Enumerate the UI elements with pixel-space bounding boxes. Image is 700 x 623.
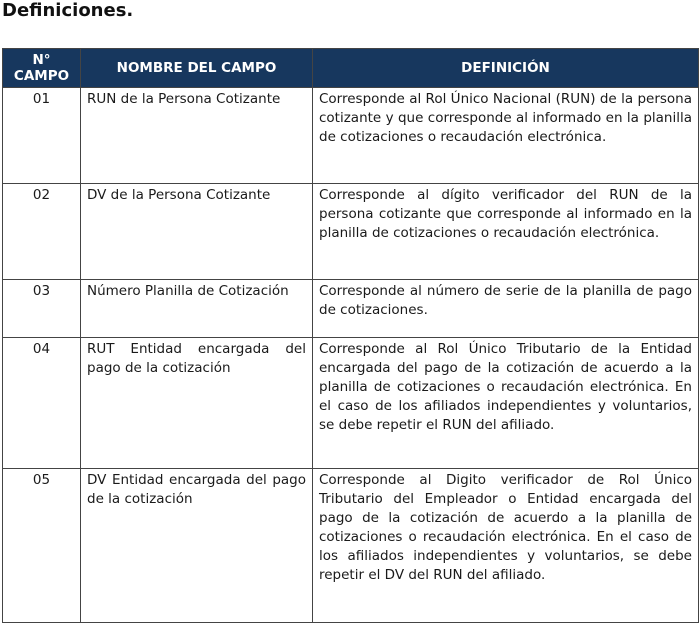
field-definition-cell: Corresponde al número de serie de la planilla de pago de cotizaciones.	[313, 280, 699, 338]
field-name-cell: Número Planilla de Cotización	[81, 280, 313, 338]
field-number-cell: 05	[3, 469, 81, 623]
field-definition-cell: Corresponde al Rol Único Nacional (RUN) de la persona cotizante y que corresponde al informado en la planilla de cotizaciones o recaudación electrónica.	[313, 88, 699, 184]
field-definition-cell: Corresponde al Rol Único Tributario de la Entidad encargada del pago de la cotización de acuerdo a la planilla de cotizaciones o recaudación electrónica. En el caso de los afiliados independientes y voluntarios, se debe repetir el RUN del afiliado.	[313, 338, 699, 469]
field-name-cell: DV Entidad encargada del pago de la cotización	[81, 469, 313, 623]
field-definition-cell: Corresponde al Digito verificador de Rol Único Tributario del Empleador o Entidad encargada del pago de la cotización de acuerdo a la planilla de cotizaciones o recaudación electrónica. En el caso de los afiliados independientes y voluntarios, se debe repetir el DV del RUN del afiliado.	[313, 469, 699, 623]
table-row	[3, 184, 699, 280]
field-name-cell: DV de la Persona Cotizante	[81, 184, 313, 280]
field-name-cell: RUN de la Persona Cotizante	[81, 88, 313, 184]
field-definition-cell: Corresponde al dígito verificador del RUN de la persona cotizante que corresponde al informado en la planilla de cotizaciones o recaudación electrónica.	[313, 184, 699, 280]
table-row	[3, 469, 699, 623]
field-number-cell: 01	[3, 88, 81, 184]
field-number-cell: 04	[3, 338, 81, 469]
table-row	[3, 280, 699, 338]
column-header-number: N° CAMPO	[3, 49, 81, 88]
field-number-cell: 03	[3, 280, 81, 338]
column-header-definition: DEFINICIÓN	[313, 49, 699, 88]
column-header-field-name: NOMBRE DEL CAMPO	[81, 49, 313, 88]
table-header-row	[3, 49, 699, 88]
field-number-cell: 02	[3, 184, 81, 280]
table-row	[3, 88, 699, 184]
field-definitions-table	[2, 48, 699, 623]
table-row	[3, 338, 699, 469]
section-title: Definiciones.	[2, 0, 134, 21]
field-name-cell: RUT Entidad encargada del pago de la cotización	[81, 338, 313, 469]
